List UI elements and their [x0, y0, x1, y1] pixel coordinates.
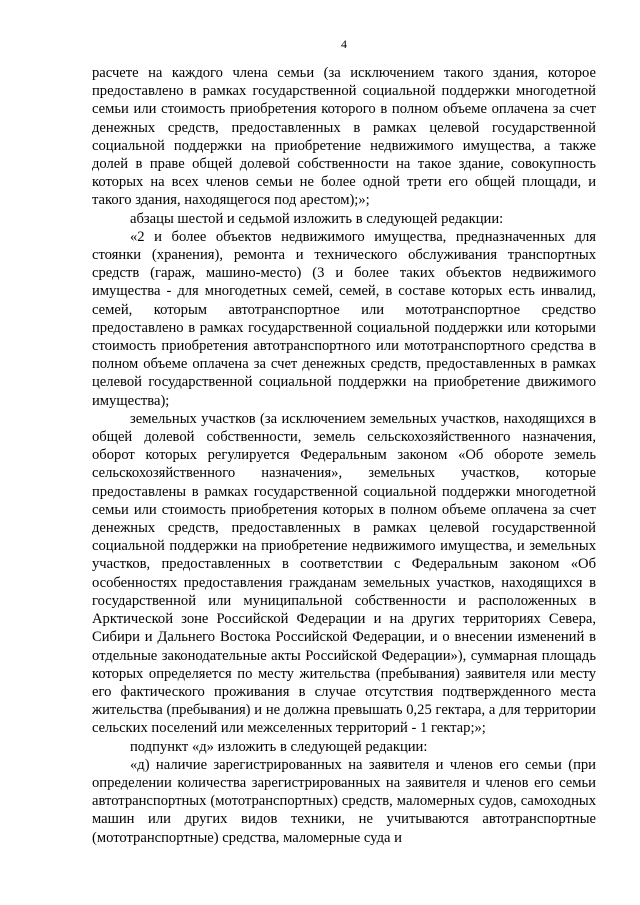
paragraph-land-plots: земельных участков (за исключением земельных участков, находящихся в общей долевой собственности, земель сельскохозяйственного назначения, оборот которых регулируется Федеральным законом «Об обороте земель сельскохозяйственного назначения», земельных участков, которые предоставлены в рамках государственной социальной поддержки многодетной семьи или стоимость приобретения которых в полном объеме оплачена за счет денежных средств, предоставленных в рамках целевой государственной социальной поддержки на приобретение недвижимого имущества, и земельных участков, предоставленных в соответствии с Федеральным законом «Об особенностях предоставления гражданам земельных участков, находящихся в государственной или муниципальной собственности и расположенных в Арктической зоне Российской Федерации и на других территориях Севера, Сибири и Дальнего Востока Российской Федерации, и о внесении изменений в отдельные законодательные акты Российской Федерации»), суммарная площадь которых определяется по месту жительства (пребывания) заявителя или месту его фактического проживания в случае отсутствия подтвержденного места жительства (пребывания) и не должна превышать 0,25 гектара, а для территории сельских поселений или межселенных территорий - 1 гектар;»;: [92, 410, 596, 737]
paragraph-real-estate-parking: «2 и более объектов недвижимого имущества, предназначенных для стоянки (хранения), ремонта и технического обслуживания транспортных средств (гараж, машино-место) (3 и более таких объектов недвижимого имущества - для многодетных семей, семей, в составе которых есть инвалид, семей, которым автотранспортное или мототранспортное средство предоставлено в рамках государственной социальной поддержки или которыми стоимость приобретения автотранспортного или мототранспортного средства в полном объеме оплачена за счет денежных средств, предоставленных в рамках целевой государственной социальной поддержки на приобретение движимого имущества);: [92, 228, 596, 409]
paragraph-subpoint-d-text: «д) наличие зарегистрированных на заявителя и членов его семьи (при определении количества зарегистрированных на заявителя и членов его семьи автотранспортных (мототранспортных) средств, маломерных судов, самоходных машин или других видов техники, не учитываются автотранспортные (мототранспортные) средства, маломерные суда и: [92, 756, 596, 846]
page-number: 4: [341, 37, 347, 51]
document-page: [92, 36, 596, 847]
paragraph-continuation: расчете на каждого члена семьи (за исключением такого здания, которое предоставлено в рамках государственной социальной поддержки многодетной семьи или стоимость приобретения которого в полном объеме оплачена за счет денежных средств, предоставленных в рамках целевой государственной социальной поддержки на приобретение недвижимого имущества, а также долей в праве общей долевой собственности на такое здание, совокупность которых на всех членов семьи не более одной трети его общей площади, и такого здания, находящегося под арестом);»;: [92, 65, 596, 209]
paragraph-instruction-abzacy: абзацы шестой и седьмой изложить в следующей редакции:: [130, 210, 504, 227]
paragraph-instruction-subpoint-d: подпункт «д» изложить в следующей редакции:: [130, 738, 428, 755]
